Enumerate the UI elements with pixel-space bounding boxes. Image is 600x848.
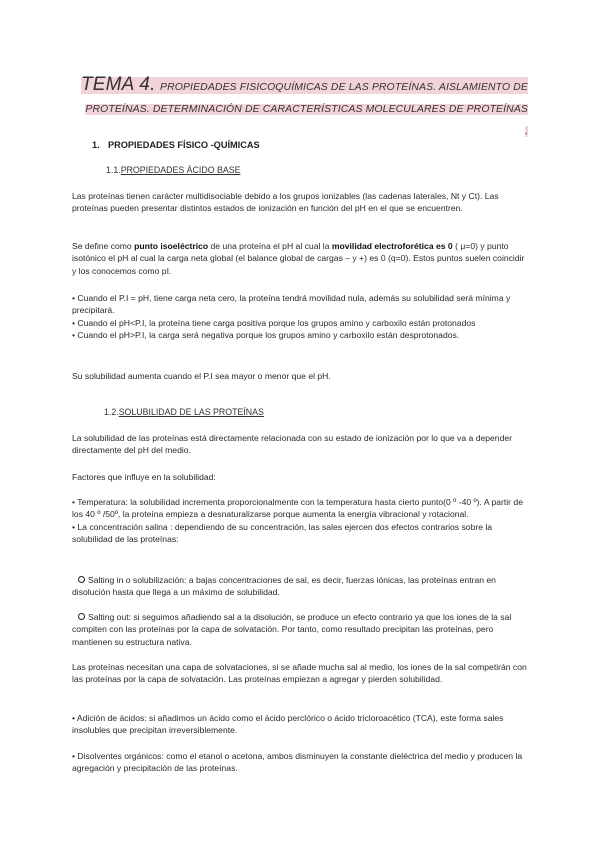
subsection-label: SOLUBILIDAD DE LAS PROTEÍNAS [118, 407, 264, 417]
section-label: PROPIEDADES FÍSICO -QUÍMICAS [108, 140, 260, 150]
subsection-heading-1-1 [106, 165, 240, 175]
paragraph-solubility-pi: Su solubilidad aumenta cuando el P.I sea mayor o menor que el pH. [72, 371, 331, 381]
circle-bullet-icon [78, 576, 85, 583]
title-main: TEMA 4. [80, 74, 156, 95]
bold-term-isoelectric: punto isoeléctrico [134, 241, 209, 251]
subsection-heading-1-2 [104, 407, 264, 417]
paragraph-salting-in [72, 574, 530, 599]
circle-bullet-icon [78, 613, 85, 620]
text-run: ( μ=0) y punto isotónico el pH al cual la carga neta global (el balance global de cargas – y +) es 0 (q=0). Estos puntos suelen coincidir y los conocemos como pI. [72, 241, 525, 276]
paragraph-organic-solvents: • Disolventes orgánicos: como el etanol o acetona, ambos disminuyen la constante dieléctrica del medio y producen la agregación y precipitación de las proteínas. [72, 751, 523, 774]
paragraph-isoelectric-point [72, 240, 530, 277]
paragraph-salting-out [72, 611, 530, 648]
title-line1: PROPIEDADES FISICOQUÍMICAS DE LAS PROTEÍNAS. AISLAMIENTO DE [160, 82, 528, 93]
paragraph-factors-list [72, 496, 530, 545]
title-highlight-line1 [80, 74, 528, 95]
paragraph-solubility-ionization: La solubilidad de las proteínas está directamente relacionada con su estado de ionización por lo que va a depender directamente del pH del medio. [72, 433, 513, 456]
document-title [80, 74, 528, 143]
subsection-label: PROPIEDADES ÁCIDO BASE [120, 165, 241, 175]
paragraph-acid-addition: • Adición de ácidos: si añadimos un ácido como el ácido perclórico o ácido tricloroacético (TCA), este forma sales insolubles que precipitan irreversiblemente. [72, 713, 504, 736]
salting-out-text: Salting out: si seguimos añadiendo sal a la disolución, se produce un efecto contrario ya que los iones de la sal compiten con las proteínas por la capa de solvatación. Por tanto, como resultado precipitan las proteínas, pero mantienen su estructura nativa. [72, 612, 512, 647]
text-run: de una proteína el pH al cual la [208, 241, 332, 251]
subsection-number: 1.2. [104, 407, 119, 417]
subsection-number: 1.1. [106, 165, 121, 175]
paragraph-solvation-layer: Las proteínas necesitan una capa de solvataciones, si se añade mucha sal al medio, los iones de la sal competirán con las proteínas por la capa de solvatación. Las proteínas empiezan a agregar y pierden solubilidad. [72, 662, 527, 685]
section-number: 1. [92, 140, 100, 150]
paragraph-ionizable-groups: Las proteínas tienen carácter multidisociable debido a los grupos ionizables (las cadenas laterales, Nt y Ct). Las proteínas pueden presentar distintos estados de ionización en función del pH en el que se encuentren. [72, 191, 499, 214]
bullet-salt-concentration: • La concentración salina : dependiendo de su concentración, las sales ejercen dos efectos contrarios sobre la solubilidad de las proteínas: [72, 521, 493, 544]
bullet-ph-less-pi: • Cuando el pH<P.I, la proteína tiene carga positiva porque los grupos amino y carboxilo están protonados [72, 317, 476, 328]
text-run: Se define como [72, 241, 135, 251]
salting-in-text: Salting in o solubilización: a bajas concentraciones de sal, es decir, fuerzas iónicas, las proteínas entran en disolución hasta que llega a un máximo de solubilidad. [72, 575, 496, 598]
bullet-temperature: • Temperatura: la solubilidad incrementa proporcionalmente con la temperatura hasta cierto punto(0 º -40 º). A partir de los 40 º /50º, la proteína empieza a desnaturalizarse porque aumenta la energía vibracional y rotacional. [72, 497, 523, 520]
bullet-ph-greater-pi: • Cuando el pH>P.I, la carga será negativa porque los grupos amino y carboxilo están desprotonados. [72, 329, 460, 340]
paragraph-factors-intro: Factores que influye en la solubilidad: [72, 472, 216, 482]
title-line2: PROTEÍNAS. DETERMINACIÓN DE CARACTERÍSTICAS MOLECULARES DE PROTEÍNAS . [85, 104, 528, 137]
section-heading-1 [92, 140, 260, 150]
paragraph-charge-cases [72, 292, 530, 341]
bold-term-mobility: movilidad electroforética es 0 [331, 241, 453, 251]
bullet-pi-equals-ph: • Cuando el P.I = pH, tiene carga neta cero, la proteína tendrá movilidad nula, además su solubilidad será mínima y precipitará. [72, 293, 511, 316]
